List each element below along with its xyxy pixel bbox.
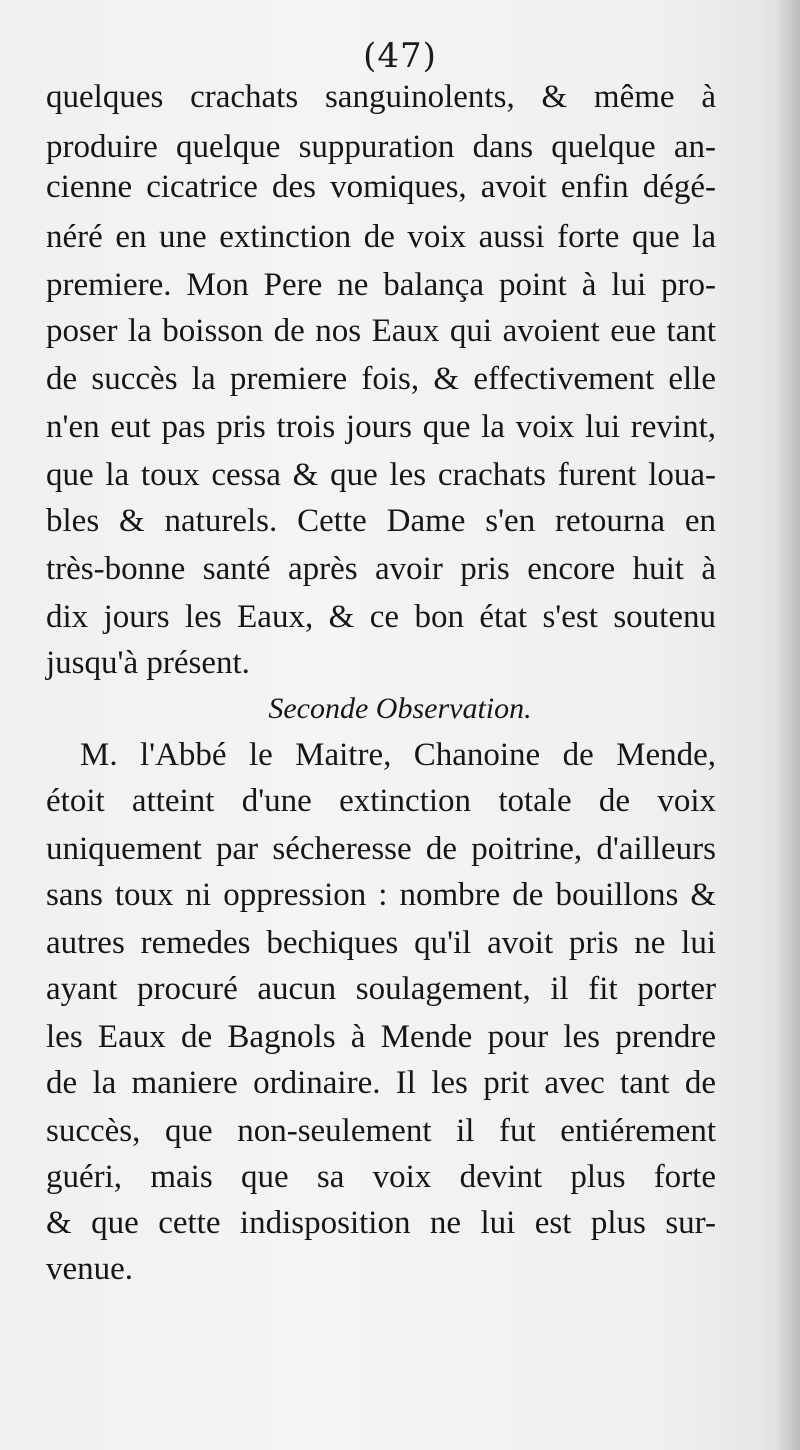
text-line: étoit atteint d'une extinction totale de voix xyxy=(46,783,716,819)
text-line: guéri, mais que sa voix devint plus forte xyxy=(46,1159,716,1195)
text-line: très-bonne santé après avoir pris encore huit à xyxy=(46,551,716,587)
text-line: quelques crachats sanguinolents, & même à xyxy=(46,79,716,115)
text-line: les Eaux de Bagnols à Mende pour les prendre xyxy=(46,1019,716,1055)
text-line: ayant procuré aucun soulagement, il fit porter xyxy=(46,971,716,1007)
text-line: dix jours les Eaux, & ce bon état s'est soutenu xyxy=(46,599,716,635)
text-line: jusqu'à présent. xyxy=(46,645,250,681)
text-line: produire quelque suppuration dans quelque an- xyxy=(46,129,716,165)
text-line: de la maniere ordinaire. Il les prit avec tant de xyxy=(46,1065,716,1101)
page-number: (47) xyxy=(363,36,437,76)
text-line: uniquement par sécheresse de poitrine, d'ailleurs xyxy=(46,831,716,867)
text-line: poser la boisson de nos Eaux qui avoient eue tant xyxy=(46,313,716,349)
text-line: néré en une extinction de voix aussi forte que la xyxy=(46,219,716,255)
text-line: de succès la premiere fois, & effectivement elle xyxy=(46,361,716,397)
text-line: que la toux cessa & que les crachats furent loua- xyxy=(46,457,716,493)
section-heading: Seconde Observation. xyxy=(268,692,532,725)
text-line: M. l'Abbé le Maitre, Chanoine de Mende, xyxy=(80,737,716,773)
text-line: & que cette indisposition ne lui est plus sur- xyxy=(46,1205,716,1241)
text-line: venue. xyxy=(46,1251,134,1287)
text-line: autres remedes bechiques qu'il avoit pris ne lui xyxy=(46,925,716,961)
text-line: succès, que non-seulement il fut entiérement xyxy=(46,1113,716,1149)
text-line: n'en eut pas pris trois jours que la voix lui revint, xyxy=(46,409,716,445)
text-line: cienne cicatrice des vomiques, avoit enfin dégé- xyxy=(46,169,716,205)
text-line: sans toux ni oppression : nombre de bouillons & xyxy=(46,877,716,913)
text-line: bles & naturels. Cette Dame s'en retourna en xyxy=(46,503,716,539)
text-line: premiere. Mon Pere ne balança point à lui pro- xyxy=(46,267,716,303)
